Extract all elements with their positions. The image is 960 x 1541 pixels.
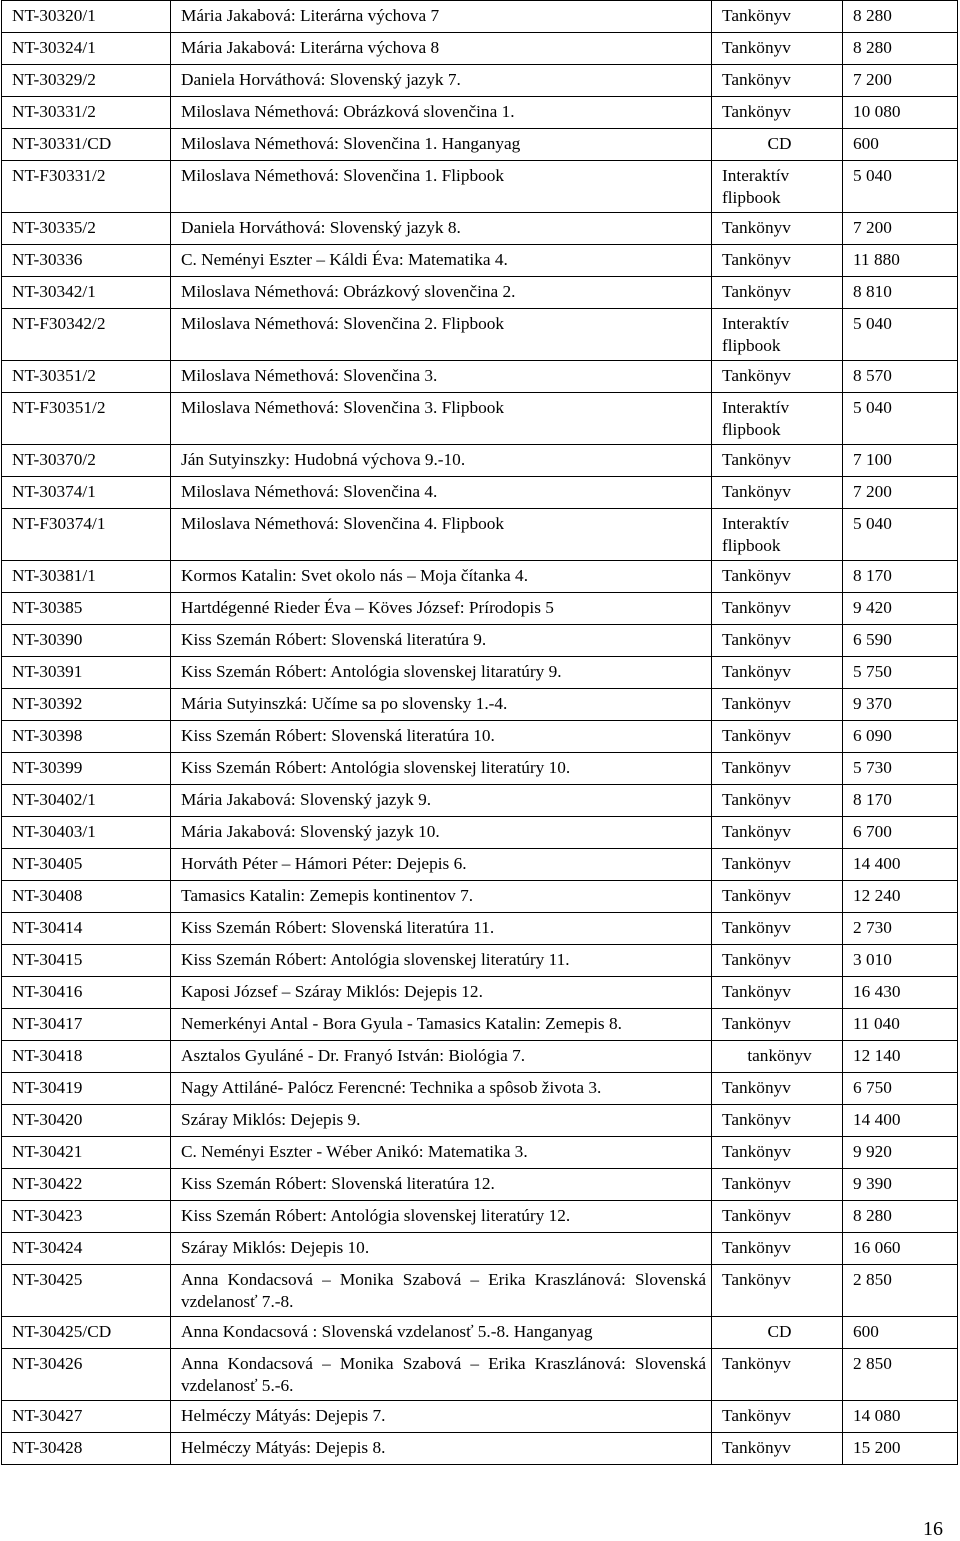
- item-code: NT-30418: [2, 1041, 171, 1073]
- table-row: [2, 1349, 958, 1401]
- item-title: Anna Kondacsová : Slovenská vzdelanosť 5.-8. Hanganyag: [171, 1317, 712, 1349]
- item-code: NT-30419: [2, 1073, 171, 1105]
- item-title: Kaposi József – Száray Miklós: Dejepis 12.: [171, 977, 712, 1009]
- item-title: C. Neményi Eszter - Wéber Anikó: Matematika 3.: [171, 1137, 712, 1169]
- item-title: Miloslava Némethová: Slovenčina 4.: [171, 477, 712, 509]
- table-row: [2, 1073, 958, 1105]
- item-title: Kormos Katalin: Svet okolo nás – Moja čítanka 4.: [171, 561, 712, 593]
- item-price: 5 730: [843, 753, 958, 785]
- item-type: Tankönyv: [712, 1105, 843, 1137]
- item-type: Tankönyv: [712, 753, 843, 785]
- item-type: Tankönyv: [712, 1, 843, 33]
- item-price: 14 400: [843, 849, 958, 881]
- item-price: 8 170: [843, 785, 958, 817]
- table-row: [2, 361, 958, 393]
- item-title: Mária Jakabová: Literárna výchova 8: [171, 33, 712, 65]
- table-row: [2, 657, 958, 689]
- table-row: [2, 1041, 958, 1073]
- item-title: Száray Miklós: Dejepis 10.: [171, 1233, 712, 1265]
- item-price: 9 370: [843, 689, 958, 721]
- item-price: 12 240: [843, 881, 958, 913]
- item-code: NT-30428: [2, 1433, 171, 1465]
- item-title: Anna Kondacsová – Monika Szabová – Erika Kraszlánová: Slovenská vzdelanosť 5.-6.: [171, 1349, 712, 1401]
- item-title: Helméczy Mátyás: Dejepis 7.: [171, 1401, 712, 1433]
- table-row: [2, 1401, 958, 1433]
- item-type: Tankönyv: [712, 445, 843, 477]
- item-price: 15 200: [843, 1433, 958, 1465]
- item-price: 5 040: [843, 393, 958, 445]
- item-type: Tankönyv: [712, 1073, 843, 1105]
- item-type: Interaktív flipbook: [712, 509, 843, 561]
- item-type: Tankönyv: [712, 561, 843, 593]
- item-type: Tankönyv: [712, 785, 843, 817]
- item-code: NT-30425/CD: [2, 1317, 171, 1349]
- item-type: Tankönyv: [712, 245, 843, 277]
- table-row: [2, 689, 958, 721]
- item-type: Interaktív flipbook: [712, 309, 843, 361]
- item-type: Tankönyv: [712, 593, 843, 625]
- item-price: 9 390: [843, 1169, 958, 1201]
- item-type: Tankönyv: [712, 213, 843, 245]
- item-type: Tankönyv: [712, 977, 843, 1009]
- item-title: Kiss Szemán Róbert: Antológia slovenskej literatúry 10.: [171, 753, 712, 785]
- item-title: Horváth Péter – Hámori Péter: Dejepis 6.: [171, 849, 712, 881]
- item-code: NT-30331/CD: [2, 129, 171, 161]
- item-title: Kiss Szemán Róbert: Slovenská literatúra 12.: [171, 1169, 712, 1201]
- item-title: Nagy Attiláné- Palócz Ferencné: Technika a spôsob života 3.: [171, 1073, 712, 1105]
- item-code: NT-30405: [2, 849, 171, 881]
- item-code: NT-30392: [2, 689, 171, 721]
- table-row: [2, 1137, 958, 1169]
- table-row: [2, 1169, 958, 1201]
- item-code: NT-30415: [2, 945, 171, 977]
- item-title: Tamasics Katalin: Zemepis kontinentov 7.: [171, 881, 712, 913]
- item-type: Tankönyv: [712, 689, 843, 721]
- item-price: 16 430: [843, 977, 958, 1009]
- table-row: [2, 977, 958, 1009]
- item-price: 9 920: [843, 1137, 958, 1169]
- item-code: NT-30417: [2, 1009, 171, 1041]
- item-title: Daniela Horváthová: Slovenský jazyk 8.: [171, 213, 712, 245]
- item-type: Tankönyv: [712, 657, 843, 689]
- item-type: Tankönyv: [712, 945, 843, 977]
- item-title: Száray Miklós: Dejepis 9.: [171, 1105, 712, 1137]
- item-price: 8 570: [843, 361, 958, 393]
- item-type: Tankönyv: [712, 1433, 843, 1465]
- table-row: [2, 849, 958, 881]
- item-type: Tankönyv: [712, 65, 843, 97]
- table-row: [2, 393, 958, 445]
- item-type: Tankönyv: [712, 1169, 843, 1201]
- item-price: 5 040: [843, 161, 958, 213]
- item-price: 14 080: [843, 1401, 958, 1433]
- item-title: Nemerkényi Antal - Bora Gyula - Tamasics Katalin: Zemepis 8.: [171, 1009, 712, 1041]
- item-type: Tankönyv: [712, 1349, 843, 1401]
- item-price: 8 170: [843, 561, 958, 593]
- table-row: [2, 1233, 958, 1265]
- item-title: Miloslava Némethová: Slovenčina 3.: [171, 361, 712, 393]
- item-code: NT-30423: [2, 1201, 171, 1233]
- item-price: 14 400: [843, 1105, 958, 1137]
- item-price: 9 420: [843, 593, 958, 625]
- item-code: NT-30425: [2, 1265, 171, 1317]
- table-row: [2, 509, 958, 561]
- item-price: 600: [843, 1317, 958, 1349]
- item-type: Tankönyv: [712, 1137, 843, 1169]
- item-price: 16 060: [843, 1233, 958, 1265]
- table-row: [2, 817, 958, 849]
- item-type: Tankönyv: [712, 1265, 843, 1317]
- item-code: NT-30374/1: [2, 477, 171, 509]
- item-price: 6 750: [843, 1073, 958, 1105]
- item-title: Daniela Horváthová: Slovenský jazyk 7.: [171, 65, 712, 97]
- table-row: [2, 913, 958, 945]
- item-type: Interaktív flipbook: [712, 161, 843, 213]
- item-price: 2 730: [843, 913, 958, 945]
- item-type: Tankönyv: [712, 721, 843, 753]
- item-price: 5 750: [843, 657, 958, 689]
- item-title: Hartdégenné Rieder Éva – Köves József: Prírodopis 5: [171, 593, 712, 625]
- item-price: 8 280: [843, 1, 958, 33]
- table-row: [2, 309, 958, 361]
- item-price: 7 200: [843, 213, 958, 245]
- item-code: NT-30335/2: [2, 213, 171, 245]
- item-price: 10 080: [843, 97, 958, 129]
- item-title: C. Neményi Eszter – Káldi Éva: Matematika 4.: [171, 245, 712, 277]
- item-price: 12 140: [843, 1041, 958, 1073]
- item-price: 8 810: [843, 277, 958, 309]
- item-title: Anna Kondacsová – Monika Szabová – Erika Kraszlánová: Slovenská vzdelanosť 7.-8.: [171, 1265, 712, 1317]
- item-code: NT-30385: [2, 593, 171, 625]
- item-title: Helméczy Mátyás: Dejepis 8.: [171, 1433, 712, 1465]
- item-price: 8 280: [843, 1201, 958, 1233]
- item-price: 7 200: [843, 65, 958, 97]
- table-row: [2, 161, 958, 213]
- item-code: NT-F30331/2: [2, 161, 171, 213]
- table-row: [2, 593, 958, 625]
- item-title: Miloslava Némethová: Obrázková slovenčina 1.: [171, 97, 712, 129]
- table-row: [2, 477, 958, 509]
- item-code: NT-30416: [2, 977, 171, 1009]
- item-type: Tankönyv: [712, 361, 843, 393]
- table-row: [2, 1433, 958, 1465]
- price-list-body: [2, 1, 958, 1465]
- item-code: NT-30424: [2, 1233, 171, 1265]
- table-row: [2, 1265, 958, 1317]
- table-row: [2, 213, 958, 245]
- item-type: Tankönyv: [712, 625, 843, 657]
- item-code: NT-30391: [2, 657, 171, 689]
- item-type: CD: [712, 1317, 843, 1349]
- item-code: NT-30414: [2, 913, 171, 945]
- table-row: [2, 1201, 958, 1233]
- item-title: Mária Jakabová: Literárna výchova 7: [171, 1, 712, 33]
- item-code: NT-30351/2: [2, 361, 171, 393]
- table-row: [2, 561, 958, 593]
- item-code: NT-30420: [2, 1105, 171, 1137]
- item-price: 6 590: [843, 625, 958, 657]
- item-title: Miloslava Némethová: Slovenčina 2. Flipbook: [171, 309, 712, 361]
- table-row: [2, 445, 958, 477]
- item-title: Kiss Szemán Róbert: Slovenská literatúra 10.: [171, 721, 712, 753]
- item-price: 11 040: [843, 1009, 958, 1041]
- item-code: NT-30421: [2, 1137, 171, 1169]
- item-price: 7 200: [843, 477, 958, 509]
- item-code: NT-30408: [2, 881, 171, 913]
- item-code: NT-30390: [2, 625, 171, 657]
- item-title: Mária Jakabová: Slovenský jazyk 9.: [171, 785, 712, 817]
- item-code: NT-F30351/2: [2, 393, 171, 445]
- item-title: Miloslava Némethová: Slovenčina 3. Flipbook: [171, 393, 712, 445]
- item-title: Kiss Szemán Róbert: Slovenská literatúra 9.: [171, 625, 712, 657]
- item-code: NT-F30374/1: [2, 509, 171, 561]
- item-price: 7 100: [843, 445, 958, 477]
- item-type: Interaktív flipbook: [712, 393, 843, 445]
- item-price: 6 700: [843, 817, 958, 849]
- item-code: NT-30422: [2, 1169, 171, 1201]
- price-list-table: [1, 0, 958, 1465]
- table-row: [2, 65, 958, 97]
- table-row: [2, 625, 958, 657]
- item-price: 2 850: [843, 1265, 958, 1317]
- item-price: 5 040: [843, 509, 958, 561]
- item-title: Ján Sutyinszky: Hudobná výchova 9.-10.: [171, 445, 712, 477]
- item-code: NT-30427: [2, 1401, 171, 1433]
- item-type: Tankönyv: [712, 881, 843, 913]
- item-type: Tankönyv: [712, 1233, 843, 1265]
- item-code: NT-30402/1: [2, 785, 171, 817]
- table-row: [2, 129, 958, 161]
- item-type: Tankönyv: [712, 913, 843, 945]
- item-code: NT-30399: [2, 753, 171, 785]
- table-row: [2, 785, 958, 817]
- item-code: NT-30336: [2, 245, 171, 277]
- item-code: NT-30370/2: [2, 445, 171, 477]
- item-title: Miloslava Némethová: Slovenčina 1. Flipbook: [171, 161, 712, 213]
- table-row: [2, 945, 958, 977]
- item-price: 3 010: [843, 945, 958, 977]
- page-number: 16: [923, 1518, 943, 1540]
- item-type: Tankönyv: [712, 1401, 843, 1433]
- table-row: [2, 277, 958, 309]
- item-title: Kiss Szemán Róbert: Antológia slovenskej literatúry 12.: [171, 1201, 712, 1233]
- item-price: 6 090: [843, 721, 958, 753]
- table-row: [2, 1009, 958, 1041]
- table-row: [2, 1317, 958, 1349]
- item-code: NT-F30342/2: [2, 309, 171, 361]
- item-type: Tankönyv: [712, 33, 843, 65]
- table-row: [2, 721, 958, 753]
- table-row: [2, 753, 958, 785]
- table-row: [2, 1, 958, 33]
- item-price: 600: [843, 129, 958, 161]
- table-row: [2, 1105, 958, 1137]
- item-type: Tankönyv: [712, 1201, 843, 1233]
- table-row: [2, 881, 958, 913]
- item-price: 2 850: [843, 1349, 958, 1401]
- item-title: Miloslava Némethová: Slovenčina 4. Flipbook: [171, 509, 712, 561]
- item-code: NT-30331/2: [2, 97, 171, 129]
- table-row: [2, 33, 958, 65]
- item-title: Mária Sutyinszká: Učíme sa po slovensky 1.-4.: [171, 689, 712, 721]
- item-price: 8 280: [843, 33, 958, 65]
- item-type: tankönyv: [712, 1041, 843, 1073]
- item-type: Tankönyv: [712, 477, 843, 509]
- item-code: NT-30426: [2, 1349, 171, 1401]
- item-title: Mária Jakabová: Slovenský jazyk 10.: [171, 817, 712, 849]
- item-type: Tankönyv: [712, 1009, 843, 1041]
- item-title: Kiss Szemán Róbert: Slovenská literatúra 11.: [171, 913, 712, 945]
- item-title: Asztalos Gyuláné - Dr. Franyó István: Biológia 7.: [171, 1041, 712, 1073]
- item-title: Miloslava Némethová: Obrázkový slovenčina 2.: [171, 277, 712, 309]
- item-title: Miloslava Némethová: Slovenčina 1. Hanganyag: [171, 129, 712, 161]
- item-price: 11 880: [843, 245, 958, 277]
- item-code: NT-30342/1: [2, 277, 171, 309]
- item-type: Tankönyv: [712, 277, 843, 309]
- item-price: 5 040: [843, 309, 958, 361]
- item-code: NT-30329/2: [2, 65, 171, 97]
- item-code: NT-30320/1: [2, 1, 171, 33]
- table-row: [2, 97, 958, 129]
- item-title: Kiss Szemán Róbert: Antológia slovenskej litaratúry 9.: [171, 657, 712, 689]
- item-code: NT-30324/1: [2, 33, 171, 65]
- item-code: NT-30381/1: [2, 561, 171, 593]
- item-code: NT-30403/1: [2, 817, 171, 849]
- item-type: Tankönyv: [712, 97, 843, 129]
- table-row: [2, 245, 958, 277]
- item-type: CD: [712, 129, 843, 161]
- item-type: Tankönyv: [712, 817, 843, 849]
- item-title: Kiss Szemán Róbert: Antológia slovenskej literatúry 11.: [171, 945, 712, 977]
- item-code: NT-30398: [2, 721, 171, 753]
- item-type: Tankönyv: [712, 849, 843, 881]
